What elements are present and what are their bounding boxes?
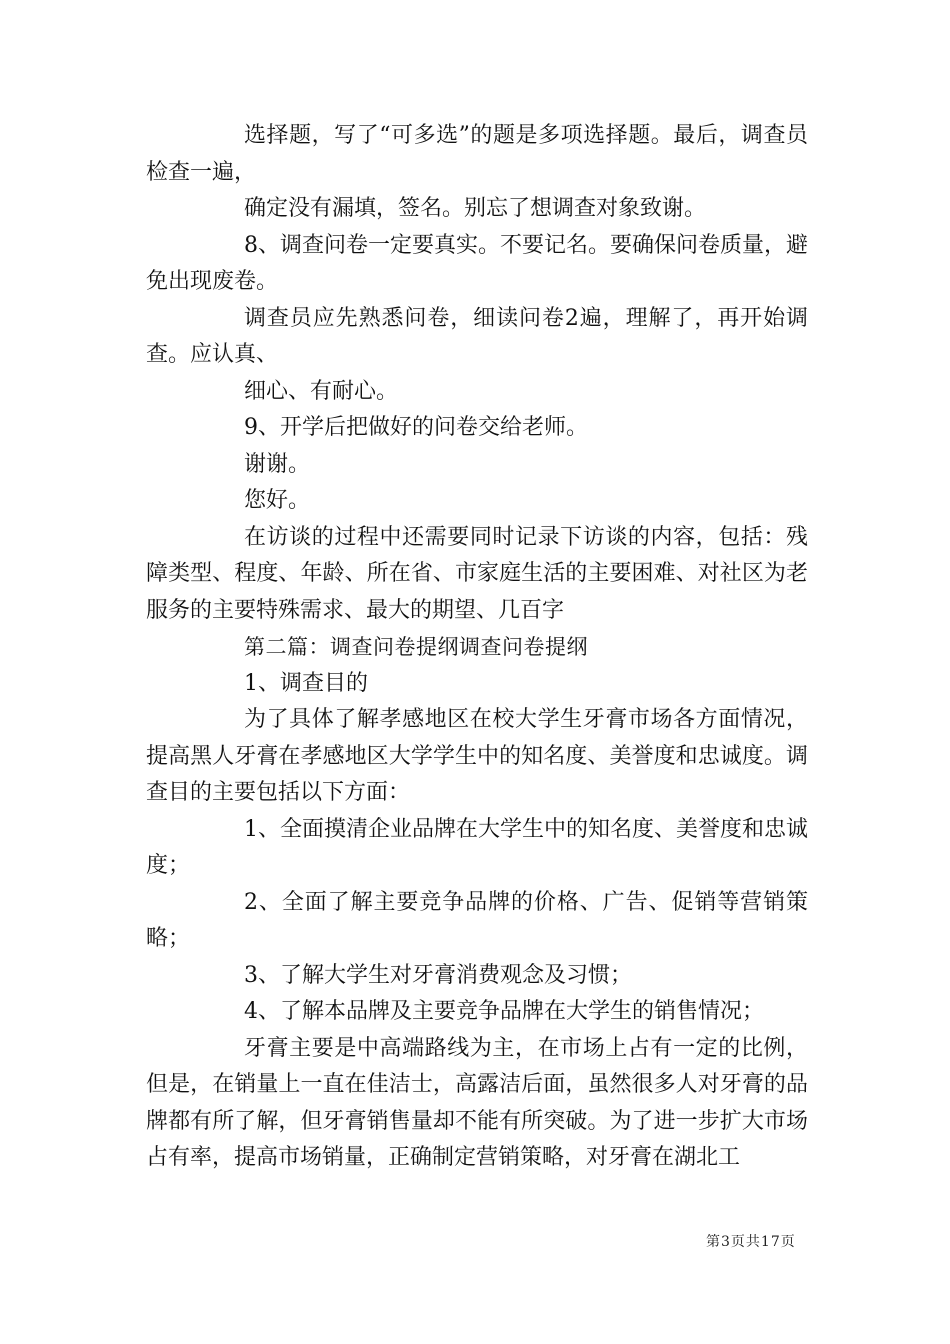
paragraph-7: 谢谢。: [244, 451, 311, 477]
paragraph-12: 为了具体了解孝感地区在校大学生牙膏市场各方面情况，提高黑人牙膏在孝感地区大学学生中的知名度、美誉度和忠诚度。调查目的主要包括以下方面：: [146, 707, 808, 805]
paragraph-13: 1、全面摸清企业品牌在大学生中的知名度、美誉度和忠诚度；: [146, 816, 808, 878]
paragraph-5: 细心、有耐心。: [244, 378, 399, 404]
paragraph-15: 3、了解大学生对牙膏消费观念及习惯；: [244, 962, 632, 988]
paragraph-9: 在访谈的过程中还需要同时记录下访谈的内容，包括：残障类型、程度、年龄、所在省、市家庭生活的主要困难、对社区为老服务的主要特殊需求、最大的期望、几百字: [146, 524, 808, 623]
paragraph-3: 8、调查问卷一定要真实。不要记名。要确保问卷质量，避免出现废卷。: [146, 232, 808, 294]
paragraph-11: 1、调查目的: [244, 670, 368, 696]
paragraph-4: 调查员应先熟悉问卷，细读问卷2遍，理解了，再开始调查。应认真、: [146, 305, 808, 367]
paragraph-14: 2、全面了解主要竞争品牌的价格、广告、促销等营销策略；: [146, 889, 808, 951]
document-body: [146, 118, 808, 1177]
paragraph-2: 确定没有漏填，签名。别忘了想调查对象致谢。: [244, 196, 707, 221]
paragraph-8: 您好。: [244, 488, 311, 513]
paragraph-6: 9、开学后把做好的问卷交给老师。: [244, 415, 588, 440]
paragraph-16: 4、了解本品牌及主要竞争品牌在大学生的销售情况；: [244, 999, 764, 1024]
page-number-footer: 第3页共17页: [706, 1234, 796, 1250]
paragraph-1: 选择题，写了“可多选”的题是多项选择题。最后，调查员检查一遍，: [146, 123, 808, 185]
section-heading: 第二篇：调查问卷提纲调查问卷提纲: [244, 635, 588, 659]
paragraph-17: 牙膏主要是中高端路线为主，在市场上占有一定的比例，但是，在销量上一直在佳洁士，高露洁后面，虽然很多人对牙膏的品牌都有所了解，但牙膏销售量却不能有所突破。为了进一步扩大市场占有率，提高市场销量，正确制定营销策略，对牙膏在湖北工: [146, 1035, 808, 1170]
